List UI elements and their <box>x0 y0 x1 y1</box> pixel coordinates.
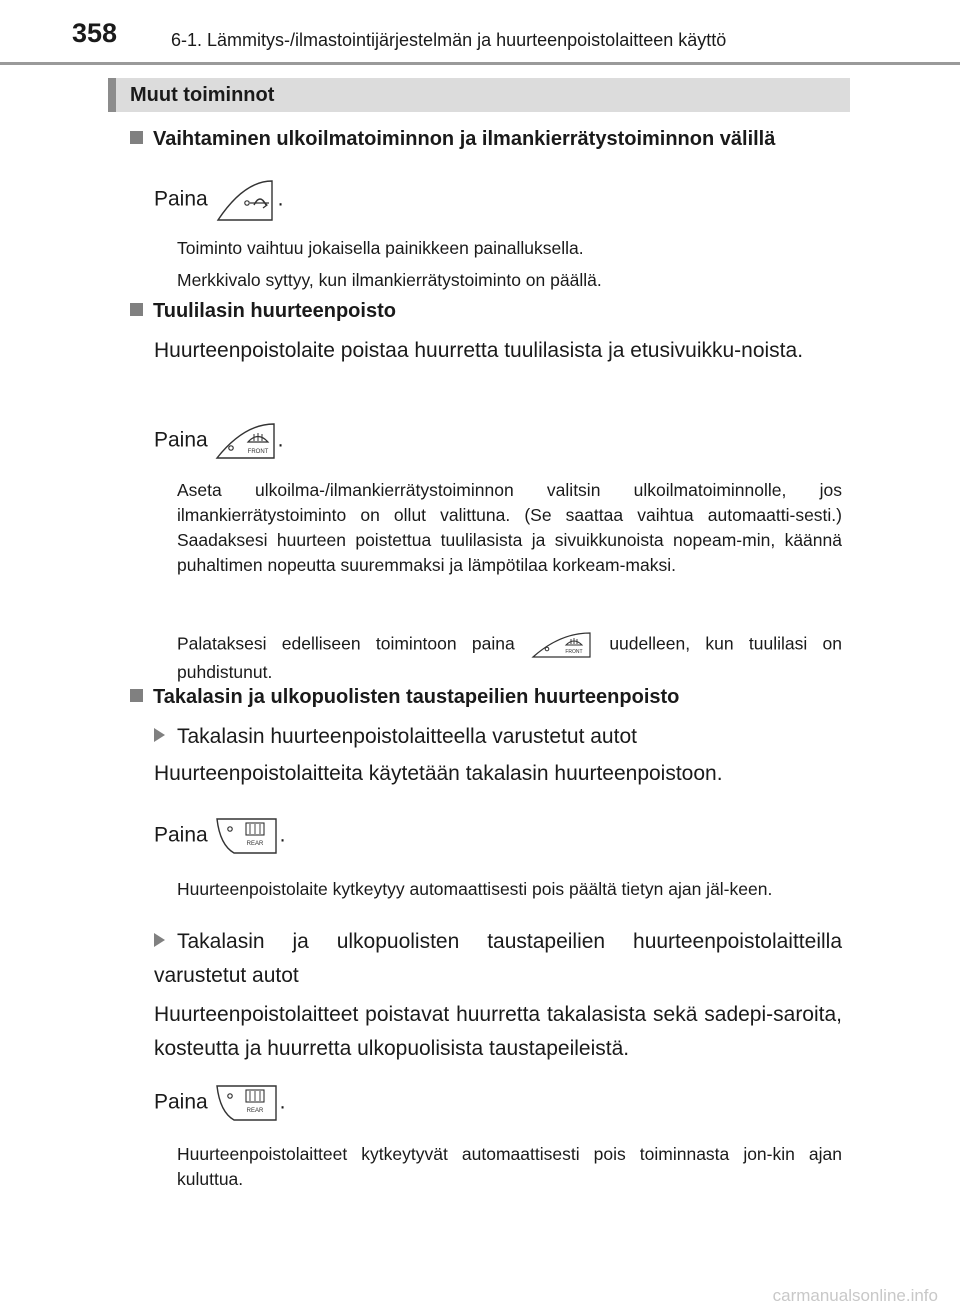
paina-text: Paina <box>154 1090 208 1114</box>
rear-subheading-1-text: Takalasin huurteenpoistolaitteella varustetut autot <box>177 725 637 748</box>
rear-heading-text: Takalasin ja ulkopuolisten taustapeilien huurteenpoisto <box>153 686 680 708</box>
recirculation-heading-text: Vaihtaminen ulkoilmatoiminnon ja ilmankierrätystoiminnon välillä <box>153 128 776 150</box>
front-button-label: FRONT <box>247 449 268 455</box>
recirculation-heading <box>130 128 775 151</box>
recirculation-paina-line <box>154 175 283 225</box>
page-number: 358 <box>72 18 118 48</box>
chapter-title: 6-1. Lämmitys-/ilmastointijärjestelmän ja huurteenpoistolaitteen käyttö <box>171 30 727 50</box>
windshield-note-2 <box>177 630 842 685</box>
rear-note-1: Huurteenpoistolaite kytkeytyy automaattisesti pois päältä tietyn ajan jäl-keen. <box>177 879 773 899</box>
windshield-note-1: Aseta ulkoilma-/ilmankierrätystoiminnon valitsin ulkoilmatoiminnolle, jos ilmankierrätystoiminto on ollut valittuna. (Se saattaa vaihtua automaatti-sesti.) Saadaksesi huurteen poistettua tuulilasista ja sivuikkunoista nopeam-min, käännä puhaltimen nopeutta suuremmaksi ja lämpötilaa korkeam-maksi. <box>177 480 842 575</box>
recirculation-note-1: Toiminto vaihtuu jokaisella painikkeen painalluksella. <box>177 238 584 258</box>
rear-body-2: Huurteenpoistolaitteet poistavat huurretta takalasista sekä sadepi-saroita, kosteutta ja huurretta ulkopuolisista taustapeileistä. <box>154 1003 842 1060</box>
square-bullet-icon <box>130 303 143 316</box>
front-defogger-button-icon <box>214 420 278 462</box>
front-defogger-button-icon <box>530 630 594 660</box>
front-button-label: FRONT <box>565 649 583 655</box>
rear-subheading-1 <box>154 720 842 754</box>
rear-heading <box>130 686 679 709</box>
triangle-bullet-icon <box>154 728 165 742</box>
period-text: . <box>279 1090 286 1114</box>
header-rule <box>0 62 960 65</box>
windshield-note-2-after: uudelleen, kun tuulilasi on puhdistunut. <box>177 633 842 682</box>
rear-button-label: REAR <box>246 841 263 847</box>
paina-text: Paina <box>154 823 208 847</box>
rear-note-2: Huurteenpoistolaitteet kytkeytyvät automaattisesti pois toiminnasta jon-kin ajan kuluttua. <box>177 1144 842 1189</box>
period-text: . <box>279 823 286 847</box>
rear-button-label: REAR <box>246 1108 263 1114</box>
windshield-body: Huurteenpoistolaite poistaa huurretta tuulilasista ja etusivuikku-noista. <box>154 339 804 362</box>
page-header <box>0 0 960 66</box>
recirculation-button-icon <box>214 175 278 225</box>
recirculation-note-2: Merkkivalo syttyy, kun ilmankierrätystoiminto on päällä. <box>177 270 602 290</box>
windshield-heading-text: Tuulilasin huurteenpoisto <box>153 300 396 322</box>
period-text: . <box>277 187 284 211</box>
watermark: carmanualsonline.info <box>772 1286 938 1305</box>
triangle-bullet-icon <box>154 933 165 947</box>
rear-defogger-button-icon <box>214 815 280 857</box>
square-bullet-icon <box>130 689 143 702</box>
windshield-note-2-before: Palataksesi edelliseen toimintoon paina <box>177 633 515 654</box>
rear-defogger-button-icon <box>214 1082 280 1124</box>
section-title: Muut toiminnot <box>130 84 275 106</box>
windshield-paina-line <box>154 420 283 462</box>
windshield-heading <box>130 300 396 323</box>
rear-body-1: Huurteenpoistolaitteita käytetään takalasin huurteenpoistoon. <box>154 762 723 785</box>
rear-paina-line-2 <box>154 1082 285 1124</box>
rear-subheading-2 <box>154 925 842 993</box>
rear-paina-line-1 <box>154 815 285 857</box>
period-text: . <box>277 428 284 452</box>
paina-text: Paina <box>154 428 208 452</box>
square-bullet-icon <box>130 131 143 144</box>
paina-text: Paina <box>154 187 208 211</box>
section-title-bar <box>108 78 850 112</box>
rear-subheading-2-text: Takalasin ja ulkopuolisten taustapeilien huurteenpoistolaitteilla varustetut autot <box>154 930 842 987</box>
